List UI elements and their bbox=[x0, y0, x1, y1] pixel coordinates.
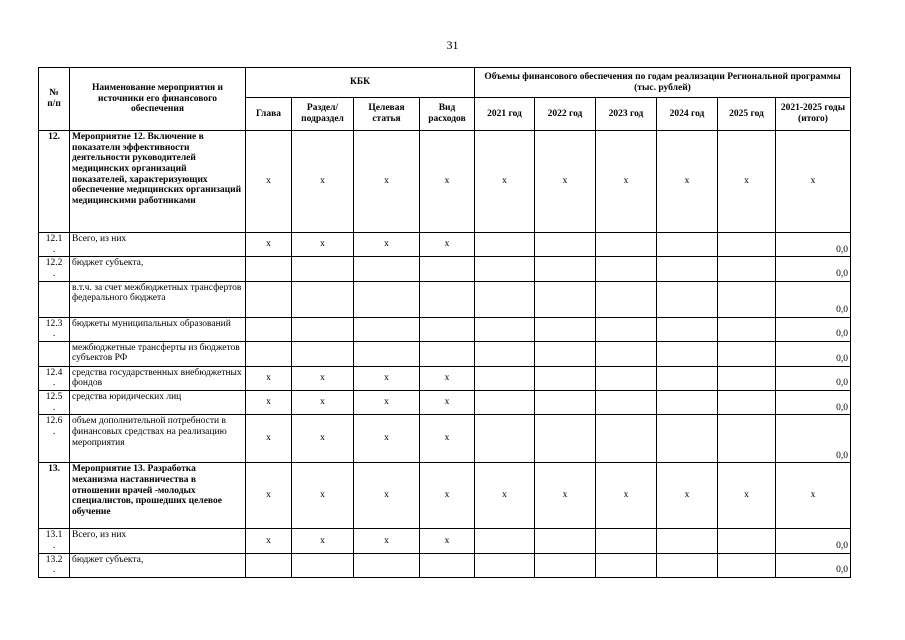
cell-total: 0,0 bbox=[776, 281, 851, 317]
cell-y2023: х bbox=[596, 463, 657, 529]
cell-y2021 bbox=[475, 317, 535, 341]
row-name: в.т.ч. за счет межбюджетных трансфертов федерального бюджета bbox=[70, 281, 246, 317]
cell-y2021 bbox=[475, 257, 535, 281]
cell-celevaya: х bbox=[354, 529, 420, 553]
table-row bbox=[39, 415, 851, 463]
row-number: 13. bbox=[39, 463, 70, 529]
cell-vid: х bbox=[420, 366, 475, 390]
cell-y2024 bbox=[657, 233, 718, 257]
row-name: Мероприятие 12. Включение в показатели эффективности деятельности руководителей медицинских организаций показателей, характеризующих обеспечение медицинских организаций медицинскими работниками bbox=[70, 131, 246, 233]
header-razdel: Раздел/ подраздел bbox=[292, 98, 354, 131]
cell-celevaya bbox=[354, 281, 420, 317]
cell-y2024: х bbox=[657, 131, 718, 233]
cell-y2025 bbox=[718, 341, 776, 366]
row-number: 12.3 . bbox=[39, 317, 70, 341]
cell-y2021: х bbox=[475, 131, 535, 233]
cell-y2025 bbox=[718, 366, 776, 390]
row-name: бюджеты муниципальных образований bbox=[70, 317, 246, 341]
cell-y2021 bbox=[475, 281, 535, 317]
cell-y2025 bbox=[718, 233, 776, 257]
cell-y2022: х bbox=[535, 463, 596, 529]
cell-glava: х bbox=[246, 463, 292, 529]
cell-y2023: х bbox=[596, 131, 657, 233]
cell-razdel: х bbox=[292, 529, 354, 553]
cell-glava bbox=[246, 341, 292, 366]
row-name: Всего, из них bbox=[70, 529, 246, 553]
cell-razdel bbox=[292, 257, 354, 281]
table-row bbox=[39, 463, 851, 529]
cell-celevaya: х bbox=[354, 463, 420, 529]
cell-total: 0,0 bbox=[776, 341, 851, 366]
row-name: объем дополнительной потребности в финансовых средствах на реализацию мероприятия bbox=[70, 415, 246, 463]
cell-y2022 bbox=[535, 281, 596, 317]
cell-razdel: х bbox=[292, 415, 354, 463]
cell-glava bbox=[246, 553, 292, 577]
cell-celevaya: х bbox=[354, 233, 420, 257]
cell-total: 0,0 bbox=[776, 317, 851, 341]
row-number: 12.1 . bbox=[39, 233, 70, 257]
cell-y2024 bbox=[657, 529, 718, 553]
cell-y2022 bbox=[535, 391, 596, 415]
cell-y2022 bbox=[535, 341, 596, 366]
cell-total: х bbox=[776, 463, 851, 529]
row-name: межбюджетные трансферты из бюджетов субъектов РФ bbox=[70, 341, 246, 366]
cell-y2023 bbox=[596, 233, 657, 257]
cell-y2024 bbox=[657, 553, 718, 577]
table-row bbox=[39, 131, 851, 233]
cell-y2022 bbox=[535, 415, 596, 463]
table-row bbox=[39, 341, 851, 366]
header-2022: 2022 год bbox=[535, 98, 596, 131]
row-name: бюджет субъекта, bbox=[70, 257, 246, 281]
cell-y2025 bbox=[718, 257, 776, 281]
cell-y2022 bbox=[535, 257, 596, 281]
table-row bbox=[39, 391, 851, 415]
cell-razdel: х bbox=[292, 463, 354, 529]
cell-y2025: х bbox=[718, 463, 776, 529]
cell-razdel: х bbox=[292, 131, 354, 233]
cell-y2025 bbox=[718, 281, 776, 317]
header-volumes: Объемы финансового обеспечения по годам реализации Региональной программы (тыс. рублей) bbox=[475, 68, 851, 98]
cell-y2023 bbox=[596, 257, 657, 281]
cell-vid bbox=[420, 341, 475, 366]
cell-y2025 bbox=[718, 415, 776, 463]
cell-razdel: х bbox=[292, 233, 354, 257]
row-name: бюджет субъекта, bbox=[70, 553, 246, 577]
cell-total: 0,0 bbox=[776, 257, 851, 281]
cell-y2023 bbox=[596, 281, 657, 317]
cell-celevaya bbox=[354, 317, 420, 341]
cell-glava bbox=[246, 281, 292, 317]
cell-celevaya: х bbox=[354, 415, 420, 463]
cell-vid: х bbox=[420, 463, 475, 529]
cell-y2025 bbox=[718, 553, 776, 577]
row-name: Мероприятие 13. Разработка механизма наставничества в отношении врачей -молодых специалистов, прошедших целевое обучение bbox=[70, 463, 246, 529]
cell-vid bbox=[420, 257, 475, 281]
cell-total: 0,0 bbox=[776, 233, 851, 257]
row-number: 12.5 . bbox=[39, 391, 70, 415]
cell-y2021 bbox=[475, 366, 535, 390]
header-2023: 2023 год bbox=[596, 98, 657, 131]
cell-y2022 bbox=[535, 233, 596, 257]
cell-celevaya bbox=[354, 553, 420, 577]
cell-razdel bbox=[292, 317, 354, 341]
header-celevaya: Целевая статья bbox=[354, 98, 420, 131]
cell-vid: х bbox=[420, 233, 475, 257]
header-2024: 2024 год bbox=[657, 98, 718, 131]
cell-vid bbox=[420, 317, 475, 341]
cell-glava: х bbox=[246, 366, 292, 390]
row-name: Всего, из них bbox=[70, 233, 246, 257]
cell-y2024 bbox=[657, 257, 718, 281]
cell-y2023 bbox=[596, 366, 657, 390]
cell-y2024 bbox=[657, 317, 718, 341]
header-glava: Глава bbox=[246, 98, 292, 131]
cell-y2024 bbox=[657, 366, 718, 390]
header-name: Наименование мероприятия и источники его финансового обеспечения bbox=[70, 68, 246, 131]
row-number: 12.4 . bbox=[39, 366, 70, 390]
cell-celevaya bbox=[354, 341, 420, 366]
row-number: 13.2 . bbox=[39, 553, 70, 577]
cell-y2023 bbox=[596, 553, 657, 577]
row-number bbox=[39, 341, 70, 366]
cell-glava: х bbox=[246, 415, 292, 463]
cell-vid: х bbox=[420, 529, 475, 553]
row-number: 12.6 . bbox=[39, 415, 70, 463]
cell-celevaya bbox=[354, 257, 420, 281]
row-number: 12.2 . bbox=[39, 257, 70, 281]
cell-razdel bbox=[292, 341, 354, 366]
table-row bbox=[39, 366, 851, 390]
cell-y2023 bbox=[596, 529, 657, 553]
cell-y2022 bbox=[535, 317, 596, 341]
header-row-1 bbox=[39, 68, 851, 98]
page-number: 31 bbox=[446, 38, 459, 52]
cell-glava bbox=[246, 257, 292, 281]
cell-vid: х bbox=[420, 391, 475, 415]
cell-vid bbox=[420, 553, 475, 577]
cell-razdel: х bbox=[292, 366, 354, 390]
cell-y2021 bbox=[475, 391, 535, 415]
cell-y2021 bbox=[475, 415, 535, 463]
cell-y2024 bbox=[657, 415, 718, 463]
header-total: 2021-2025 годы (итого) bbox=[776, 98, 851, 131]
row-number: 12. bbox=[39, 131, 70, 233]
cell-y2025: х bbox=[718, 131, 776, 233]
cell-y2023 bbox=[596, 391, 657, 415]
cell-y2022 bbox=[535, 529, 596, 553]
cell-glava: х bbox=[246, 391, 292, 415]
cell-total: 0,0 bbox=[776, 415, 851, 463]
header-vid: Вид расходов bbox=[420, 98, 475, 131]
cell-y2023 bbox=[596, 341, 657, 366]
cell-y2024: х bbox=[657, 463, 718, 529]
cell-y2022 bbox=[535, 553, 596, 577]
cell-vid: х bbox=[420, 415, 475, 463]
cell-y2023 bbox=[596, 317, 657, 341]
cell-total: 0,0 bbox=[776, 391, 851, 415]
cell-y2022 bbox=[535, 366, 596, 390]
table-row bbox=[39, 317, 851, 341]
cell-celevaya: х bbox=[354, 131, 420, 233]
cell-razdel bbox=[292, 281, 354, 317]
cell-vid bbox=[420, 281, 475, 317]
cell-y2024 bbox=[657, 341, 718, 366]
cell-glava: х bbox=[246, 529, 292, 553]
cell-total: 0,0 bbox=[776, 366, 851, 390]
cell-razdel: х bbox=[292, 391, 354, 415]
cell-y2021 bbox=[475, 341, 535, 366]
cell-glava: х bbox=[246, 233, 292, 257]
cell-y2024 bbox=[657, 281, 718, 317]
cell-y2021: х bbox=[475, 463, 535, 529]
table-row bbox=[39, 281, 851, 317]
cell-vid: х bbox=[420, 131, 475, 233]
cell-y2025 bbox=[718, 529, 776, 553]
table-row bbox=[39, 529, 851, 553]
header-num: № п/п bbox=[39, 68, 70, 131]
cell-y2025 bbox=[718, 391, 776, 415]
row-name: средства государственных внебюджетных фондов bbox=[70, 366, 246, 390]
row-number bbox=[39, 281, 70, 317]
table-row bbox=[39, 233, 851, 257]
cell-total: 0,0 bbox=[776, 529, 851, 553]
budget-table bbox=[38, 67, 851, 578]
table-row bbox=[39, 553, 851, 577]
cell-y2021 bbox=[475, 233, 535, 257]
row-number: 13.1 . bbox=[39, 529, 70, 553]
cell-y2022: х bbox=[535, 131, 596, 233]
header-kbk: КБК bbox=[246, 68, 475, 98]
cell-y2025 bbox=[718, 317, 776, 341]
cell-glava bbox=[246, 317, 292, 341]
cell-total: 0,0 bbox=[776, 553, 851, 577]
cell-razdel bbox=[292, 553, 354, 577]
cell-y2021 bbox=[475, 553, 535, 577]
row-name: средства юридических лиц bbox=[70, 391, 246, 415]
cell-y2024 bbox=[657, 391, 718, 415]
header-2025: 2025 год bbox=[718, 98, 776, 131]
cell-y2023 bbox=[596, 415, 657, 463]
cell-total: х bbox=[776, 131, 851, 233]
table-row bbox=[39, 257, 851, 281]
cell-glava: х bbox=[246, 131, 292, 233]
cell-celevaya: х bbox=[354, 366, 420, 390]
cell-y2021 bbox=[475, 529, 535, 553]
header-2021: 2021 год bbox=[475, 98, 535, 131]
cell-celevaya: х bbox=[354, 391, 420, 415]
